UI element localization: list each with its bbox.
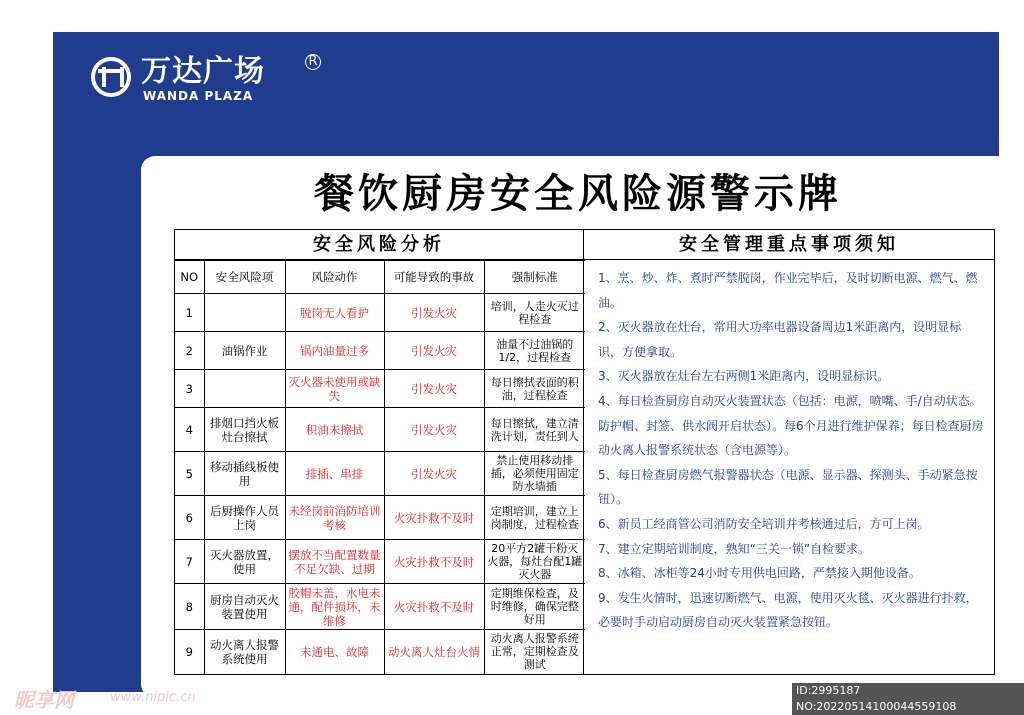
management-section bbox=[584, 229, 995, 675]
management-item: 9、发生火情时，迅速切断燃气、电源，使用灭火毯、灭火器进行扑救，必要时手动启动厨房自动灭火装置紧急按钮。 bbox=[598, 590, 978, 630]
row-number: 8 bbox=[175, 584, 204, 630]
possible-accident: 引发火灾 bbox=[384, 294, 484, 332]
risk-action: 灭火器未使用或缺失 bbox=[285, 370, 384, 408]
sign-board bbox=[53, 32, 999, 692]
risk-item bbox=[204, 370, 285, 408]
table-row bbox=[175, 540, 585, 584]
possible-accident: 引发火灾 bbox=[384, 452, 484, 496]
mandatory-standard: 每日擦拭，建立清洗计划，责任到人 bbox=[484, 408, 585, 452]
risk-item bbox=[204, 294, 285, 332]
management-list bbox=[584, 260, 994, 635]
table-row bbox=[175, 408, 585, 452]
management-item: 2、灭火器放在灶台，常用大功率电器设备周边1米距离内，设明显标识，方便拿取。 bbox=[598, 320, 962, 359]
risk-item: 油锅作业 bbox=[204, 332, 285, 370]
risk-item: 后厨操作人员上岗 bbox=[204, 496, 285, 540]
management-item: 3、灭火器放在灶台左右两侧1米距离内，设明显标识。 bbox=[598, 369, 890, 384]
risk-action: 脱岗无人看护 bbox=[285, 294, 384, 332]
table-row bbox=[175, 332, 585, 370]
risk-analysis-heading: 安全风险分析 bbox=[175, 230, 583, 260]
risk-table bbox=[175, 260, 585, 674]
row-number: 6 bbox=[175, 496, 204, 540]
table-row bbox=[175, 294, 585, 332]
management-heading: 安全管理重点事项须知 bbox=[584, 230, 994, 260]
watermark-url: www.nipic.cn bbox=[110, 690, 196, 705]
registered-mark: R bbox=[305, 54, 321, 70]
logo-name-en: WANDA PLAZA bbox=[143, 89, 254, 103]
column-header: 强制标准 bbox=[484, 261, 585, 294]
risk-action: 锅内油量过多 bbox=[285, 332, 384, 370]
mandatory-standard: 定期维保检查，及时维修，确保完整好用 bbox=[484, 584, 585, 630]
management-item: 1、烹、炒、炸、煮时严禁脱岗，作业完毕后，及时切断电源、燃气、燃油。 bbox=[598, 271, 978, 310]
management-item: 4、每日检查厨房自动灭火装置状态（包括：电源，喷嘴、手/自动状态。防护帽、封签、供水阀开启状态）。每6个月进行维护保养；每日检查厨房动火离人报警系统状态（含电源等）。 bbox=[598, 393, 984, 458]
risk-item: 动火离人报警系统使用 bbox=[204, 630, 285, 674]
management-item: 8、冰箱、冰柜等24小时专用供电回路，严禁接入期他设备。 bbox=[598, 566, 921, 581]
management-item: 7、建立定期培训制度，熟知“三关一锁”自检要求。 bbox=[598, 541, 871, 556]
row-number: 2 bbox=[175, 332, 204, 370]
row-number: 9 bbox=[175, 630, 204, 674]
risk-item: 排烟口挡火板灶台擦拭 bbox=[204, 408, 285, 452]
risk-action: 未通电、故障 bbox=[285, 630, 384, 674]
risk-table-header bbox=[175, 261, 585, 294]
mandatory-standard: 20平方2罐干粉灭火器，每灶台配1罐灭火器 bbox=[484, 540, 585, 584]
mandatory-standard: 定期培训，建立上岗制度，过程检查 bbox=[484, 496, 585, 540]
column-header: 安全风险项 bbox=[204, 261, 285, 294]
mandatory-standard: 禁止使用移动排插，必须使用固定防水墙插 bbox=[484, 452, 585, 496]
risk-analysis-section bbox=[174, 229, 584, 675]
possible-accident: 引发火灾 bbox=[384, 332, 484, 370]
table-row bbox=[175, 584, 585, 630]
watermark-site: 昵享网 bbox=[14, 688, 74, 712]
table-row bbox=[175, 630, 585, 674]
row-number: 5 bbox=[175, 452, 204, 496]
risk-action: 摆放不当配置数量不足欠缺、过期 bbox=[285, 540, 384, 584]
table-row bbox=[175, 496, 585, 540]
mandatory-standard: 培训，人走火灭过程检查 bbox=[484, 294, 585, 332]
mandatory-standard: 油量不过油锅的1/2，过程检查 bbox=[484, 332, 585, 370]
risk-action: 未经岗前消防培训考核 bbox=[285, 496, 384, 540]
row-number: 7 bbox=[175, 540, 204, 584]
management-item: 5、每日检查厨房燃气报警器状态（电源、显示器、探测头、手动紧急按钮）。 bbox=[598, 467, 978, 507]
row-number: 1 bbox=[175, 294, 204, 332]
column-header: 风险动作 bbox=[285, 261, 384, 294]
row-number: 3 bbox=[175, 370, 204, 408]
mandatory-standard: 每日擦拭表面的积油，过程检查 bbox=[484, 370, 585, 408]
wanda-logo-icon bbox=[91, 57, 131, 97]
management-item: 6、新员工经商管公司消防安全培训并考核通过后，方可上岗。 bbox=[598, 516, 930, 531]
possible-accident: 引发火灾 bbox=[384, 370, 484, 408]
risk-item: 厨房自动灭火装置使用 bbox=[204, 584, 285, 630]
possible-accident: 火灾扑救不及时 bbox=[384, 540, 484, 584]
column-header: NO bbox=[175, 261, 204, 294]
table-row bbox=[175, 370, 585, 408]
risk-action: 积油未擦拭 bbox=[285, 408, 384, 452]
page-title: 餐饮厨房安全风险源警示牌 bbox=[314, 171, 842, 217]
risk-action: 胶帽未盖，水电未通，配件损坏，未维修 bbox=[285, 584, 384, 630]
risk-item: 灭火器放置，使用 bbox=[204, 540, 285, 584]
content-panel bbox=[141, 156, 1015, 698]
logo-name-cn: 万达广场 bbox=[141, 54, 265, 89]
watermark-id: ID:2995187 NO:20220514100044559108 bbox=[792, 683, 1024, 715]
mandatory-standard: 动火离人报警系统正常，定期检查及测试 bbox=[484, 630, 585, 674]
possible-accident: 引发火灾 bbox=[384, 408, 484, 452]
column-header: 可能导致的事故 bbox=[384, 261, 484, 294]
possible-accident: 动火离人灶台火情 bbox=[384, 630, 484, 674]
row-number: 4 bbox=[175, 408, 204, 452]
possible-accident: 火灾扑救不及时 bbox=[384, 496, 484, 540]
risk-item: 移动插线板使用 bbox=[204, 452, 285, 496]
possible-accident: 火灾扑救不及时 bbox=[384, 584, 484, 630]
risk-action: 排插、串排 bbox=[285, 452, 384, 496]
table-row bbox=[175, 452, 585, 496]
